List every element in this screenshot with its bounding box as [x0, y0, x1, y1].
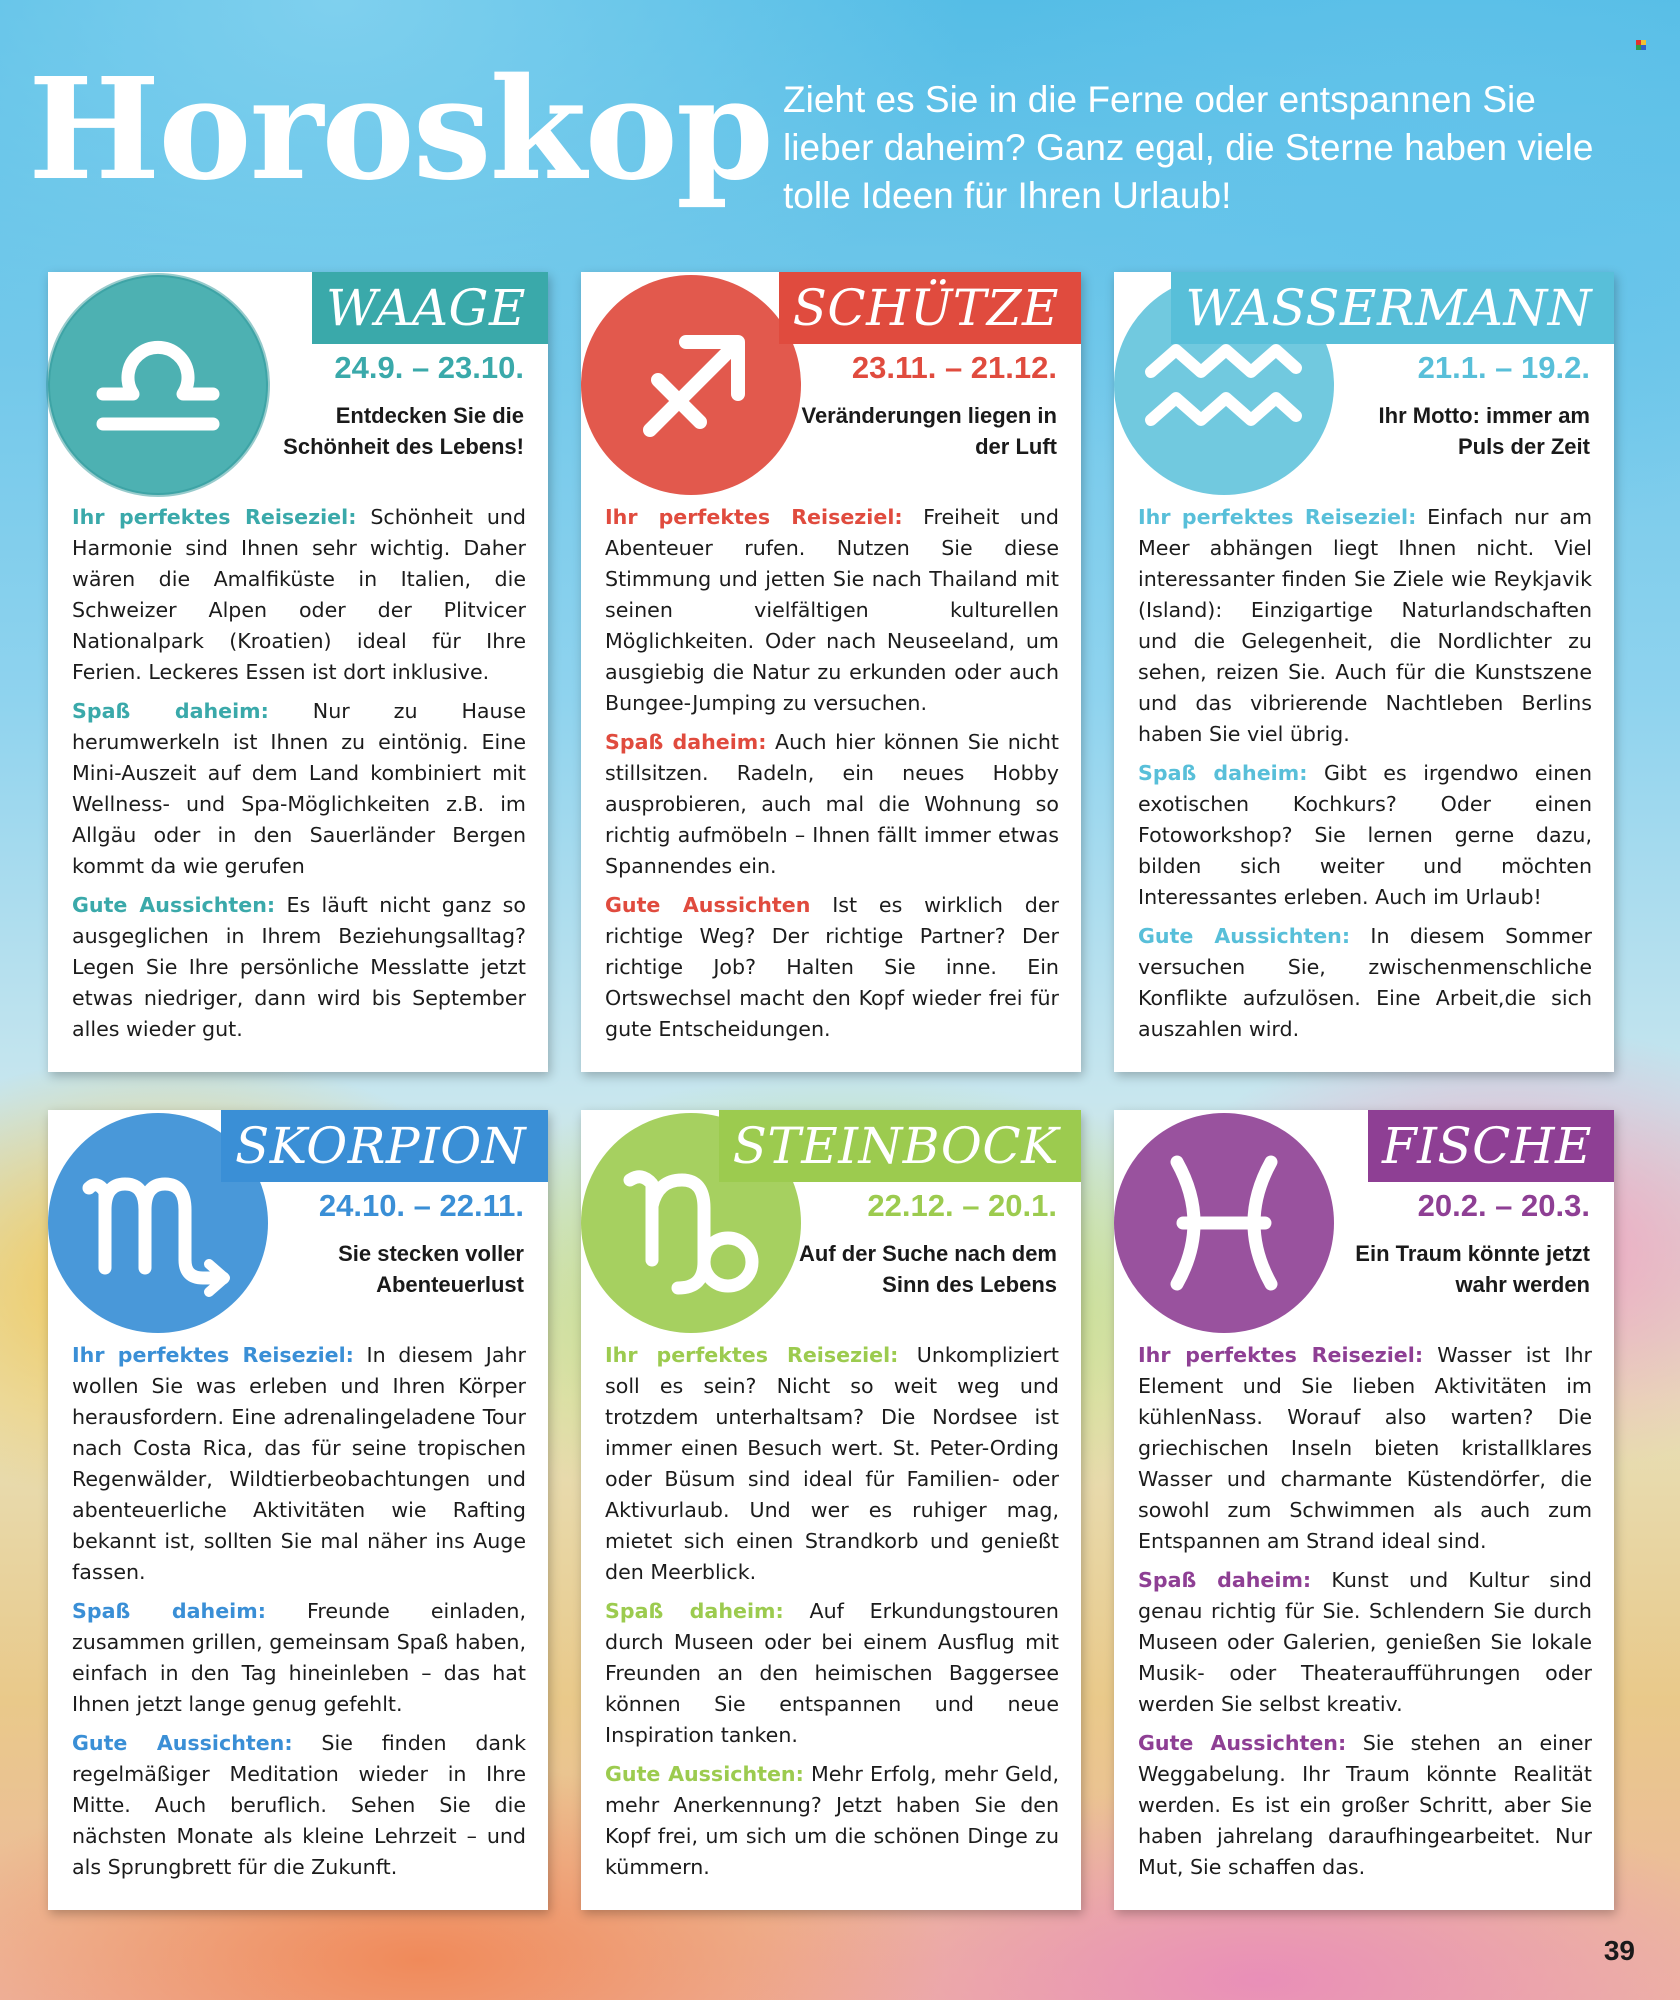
sign-name: SCHÜTZE: [779, 272, 1081, 344]
outlook-paragraph: [605, 890, 1059, 1045]
travel-label: Ihr perfektes Reiseziel:: [72, 1343, 354, 1367]
sign-date: 24.10. – 22.11.: [318, 1188, 524, 1223]
home-label: Spaß daheim:: [72, 1599, 266, 1623]
outlook-label: Gute Aussichten:: [605, 1762, 804, 1786]
sign-name: WAAGE: [312, 272, 548, 344]
home-label: Spaß daheim:: [1138, 761, 1308, 785]
outlook-label: Gute Aussichten:: [1138, 924, 1351, 948]
sign-date: 20.2. – 20.3.: [1417, 1188, 1590, 1223]
home-text: Kunst und Kultur sind genau richtig für Sie. Schlendern Sie durch Museen oder Galerien, genießen Sie lokale Musik- oder Theateraufführungen oder werden Sie selbst kreativ.: [1138, 1568, 1592, 1716]
sign-tagline: Ein Traum könnte jetzt wahr werden: [1355, 1241, 1590, 1297]
home-text: Auf Erkundungstouren durch Museen oder bei einem Ausflug mit Freunden an den heimischen Baggersee können Sie entspannen und neue Inspiration tanken.: [605, 1599, 1059, 1747]
sign-tagline: Veränderungen liegen in der Luft: [801, 403, 1057, 459]
publisher-logo-icon: [1636, 40, 1646, 50]
travel-label: Ihr perfektes Reiseziel:: [605, 505, 903, 529]
travel-label: Ihr perfektes Reiseziel:: [605, 1343, 899, 1367]
travel-text: Einfach nur am Meer abhängen liegt Ihnen nicht. Viel interessanter finden Sie Ziele wie Reykjavik (Island): Einzigartige Naturlandschaften und die Gelegenheit, die Nordlichter zu sehen, reizen Sie. Auch für die Kunstszene und das vibrierende Nachtleben Berlins haben Sie viel übrig.: [1138, 505, 1593, 746]
horoscope-card-wassermann: [1114, 272, 1614, 1072]
travel-label: Ihr perfektes Reiseziel:: [1138, 1343, 1424, 1367]
sign-date: 24.9. – 23.10.: [334, 350, 524, 385]
sign-tagline: Entdecken Sie die Schönheit des Lebens!: [283, 403, 524, 459]
outlook-label: Gute Aussichten: [605, 893, 811, 917]
home-paragraph: [605, 1596, 1059, 1751]
travel-paragraph: [605, 1340, 1059, 1588]
page-title: Horoskop: [28, 48, 772, 212]
libra-icon: [45, 272, 271, 498]
sign-tagline: Ihr Motto: immer am Puls der Zeit: [1378, 403, 1590, 459]
home-paragraph: [1138, 758, 1592, 913]
intro-text: Zieht es Sie in die Ferne oder entspannen Sie lieber daheim? Ganz egal, die Sterne haben viele tolle Ideen für Ihren Urlaub!: [783, 79, 1594, 216]
travel-paragraph: [1138, 502, 1592, 750]
sign-date: 21.1. – 19.2.: [1417, 350, 1590, 385]
sign-name: STEINBOCK: [719, 1110, 1081, 1182]
travel-paragraph: [72, 502, 526, 688]
home-label: Spaß daheim:: [605, 1599, 784, 1623]
horoscope-card-skorpion: [48, 1110, 548, 1910]
home-text: Gibt es irgendwo einen exotischen Kochkurs? Oder einen Fotoworkshop? Sie lernen gerne dazu, bilden sich weiter und möchten Interessantes erleben. Auch im Urlaub!: [1138, 761, 1592, 909]
travel-text: Unkompliziert soll es sein? Nicht so weit weg und trotzdem unterhaltsam? Die Nordsee ist immer einen Besuch wert. St. Peter-Ording oder Büsum sind ideal für Familien- oder Aktivurlaub. Und wer es ruhiger mag, mietet sich einen Strandkorb und genießt den Meerblick.: [605, 1343, 1060, 1584]
travel-text: Schönheit und Harmonie sind Ihnen sehr wichtig. Daher wären die Amalfiküste in Italien, die Schweizer Alpen oder der Plitvicer Nationalpark (Kroatien) ideal für Ihre Ferien. Leckeres Essen ist dort inklusive.: [72, 505, 526, 684]
home-paragraph: [72, 696, 526, 882]
horoscope-card-fische: [1114, 1110, 1614, 1910]
travel-label: Ihr perfektes Reiseziel:: [72, 505, 357, 529]
home-label: Spaß daheim:: [605, 730, 767, 754]
pisces-icon: [1111, 1110, 1337, 1336]
home-paragraph: [605, 727, 1059, 882]
sign-tagline: Auf der Suche nach dem Sinn des Lebens: [799, 1241, 1057, 1297]
horoscope-card-schuetze: [581, 272, 1081, 1072]
home-label: Spaß daheim:: [72, 699, 269, 723]
home-text: Freunde einladen, zusammen grillen, gemeinsam Spaß haben, einfach in den Tag hineinleben – das hat Ihnen jetzt lange genug gefehlt.: [72, 1599, 526, 1716]
travel-text: Freiheit und Abenteuer rufen. Nutzen Sie diese Stimmung und jetten Sie nach Thailand mit seinen vielfältigen kulturellen Möglichkeiten. Oder nach Neuseeland, um ausgiebig die Natur zu erkunden oder auch Bungee-Jumping zu versuchen.: [605, 505, 1060, 715]
travel-text: Wasser ist Ihr Element und Sie lieben Aktivitäten im kühlenNass. Worauf also warten? Die griechischen Inseln bieten kristallklares Wasser und charmante Küstendörfer, die sowohl zum Schwimmen als auch zum Entspannen am Strand ideal sind.: [1138, 1343, 1592, 1553]
home-paragraph: [72, 1596, 526, 1720]
home-text: Auch hier können Sie nicht stillsitzen. Radeln, ein neues Hobby ausprobieren, auch mal die Wohnung so richtig aufmöbeln – Ihnen fällt immer etwas Spannendes ein.: [605, 730, 1059, 878]
horoscope-card-steinbock: [581, 1110, 1081, 1910]
home-label: Spaß daheim:: [1138, 1568, 1312, 1592]
outlook-text: Sie stehen an einer Weggabelung. Ihr Traum könnte Realität werden. Es ist ein großer Schritt, aber Sie haben jahrelang daraufhingearbeitet. Nur Mut, Sie schaffen das.: [1138, 1731, 1593, 1879]
travel-text: In diesem Jahr wollen Sie was erleben und Ihren Körper herausfordern. Eine adrenalingeladene Tour nach Costa Rica, das für seine tropischen Regenwälder, Wildtierbeobachtungen und abenteuerliche Aktivitäten wie Rafting bekannt ist, sollten Sie mal näher ins Auge fassen.: [72, 1343, 527, 1584]
travel-paragraph: [605, 502, 1059, 719]
travel-paragraph: [1138, 1340, 1592, 1557]
sign-date: 22.12. – 20.1.: [867, 1188, 1057, 1223]
outlook-label: Gute Aussichten:: [72, 893, 276, 917]
outlook-label: Gute Aussichten:: [1138, 1731, 1347, 1755]
home-text: Nur zu Hause herumwerkeln ist Ihnen zu eintönig. Eine Mini-Auszeit auf dem Land kombiniert mit Wellness- und Spa-Möglichkeiten z.B. im Allgäu oder in den Sauerländer Bergen kommt da wie gerufen: [72, 699, 526, 878]
sign-name: SKORPION: [221, 1110, 548, 1182]
travel-label: Ihr perfektes Reiseziel:: [1138, 505, 1417, 529]
sign-tagline: Sie stecken voller Abenteuerlust: [338, 1241, 524, 1297]
outlook-text: Mehr Erfolg, mehr Geld, mehr Anerkennung? Jetzt haben Sie den Kopf frei, um sich um die schönen Dinge zu kümmern.: [605, 1762, 1060, 1879]
horoscope-card-waage: [48, 272, 548, 1072]
outlook-paragraph: [605, 1759, 1059, 1883]
outlook-text: Es läuft nicht ganz so ausgeglichen in Ihrem Beziehungsalltag? Legen Sie Ihre persönliche Messlatte jetzt etwas niedriger, dann wird bis September alles wieder gut.: [72, 893, 527, 1041]
outlook-text: Sie finden dank regelmäßiger Meditation wieder in Ihre Mitte. Auch beruflich. Sehen Sie die nächsten Monate als kleine Lehrzeit – und als Sprungbrett für die Zukunft.: [72, 1731, 527, 1879]
outlook-label: Gute Aussichten:: [72, 1731, 293, 1755]
outlook-paragraph: [1138, 921, 1592, 1045]
sagittarius-icon: [578, 272, 804, 498]
travel-paragraph: [72, 1340, 526, 1588]
sign-name: WASSERMANN: [1171, 272, 1614, 344]
outlook-paragraph: [1138, 1728, 1592, 1883]
sign-name: FISCHE: [1368, 1110, 1614, 1182]
outlook-text: Ist es wirklich der richtige Weg? Der richtige Partner? Der richtige Job? Halten Sie inne. Ein Ortswechsel macht den Kopf wieder frei für gute Entscheidungen.: [605, 893, 1059, 1041]
outlook-paragraph: [72, 1728, 526, 1883]
page-number: 39: [1603, 1935, 1635, 1966]
home-paragraph: [1138, 1565, 1592, 1720]
outlook-paragraph: [72, 890, 526, 1045]
sign-date: 23.11. – 21.12.: [851, 350, 1057, 385]
outlook-text: In diesem Sommer versuchen Sie, zwischenmenschliche Konflikte aufzulösen. Eine Arbeit,die sich auszahlen wird.: [1138, 924, 1593, 1041]
